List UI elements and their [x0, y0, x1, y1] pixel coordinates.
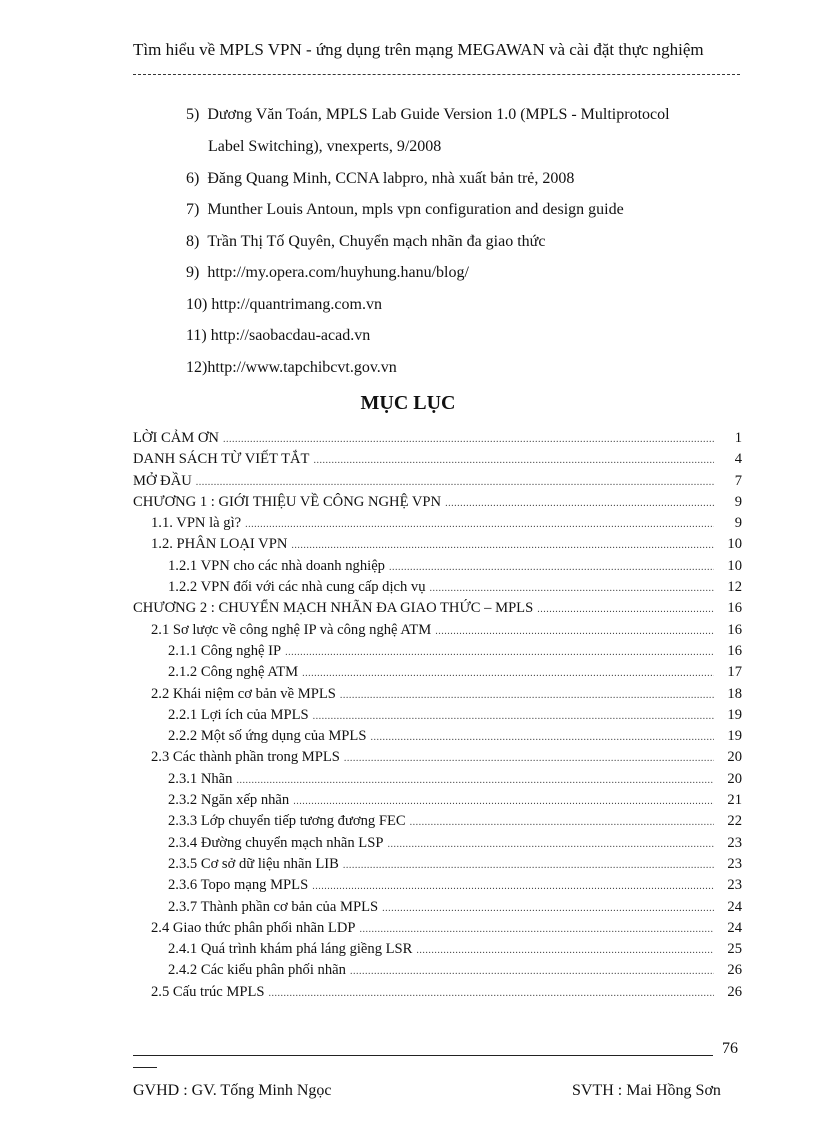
- reference-number: 12): [186, 358, 208, 376]
- toc-entry-title: 2.1.1 Công nghệ IP: [168, 642, 282, 659]
- toc-dot-leader: [245, 515, 714, 532]
- table-of-contents: [133, 430, 742, 1005]
- toc-dot-leader: [340, 686, 714, 703]
- toc-entry-title: CHƯƠNG 1 : GIỚI THIỆU VỀ CÔNG NGHỆ VPN: [133, 493, 442, 510]
- reference-list: [186, 104, 746, 388]
- toc-dot-leader: [285, 643, 714, 660]
- toc-entry-title: 2.3 Các thành phần trong MPLS: [151, 749, 340, 766]
- reference-text: Munther Louis Antoun, mpls vpn configuration and design guide: [207, 201, 624, 218]
- toc-entry-page: 26: [727, 983, 742, 1000]
- reference-number: 5): [186, 106, 200, 123]
- toc-entry-title: 2.3.7 Thành phần cơ bản của MPLS: [168, 898, 379, 915]
- toc-dot-leader: [312, 877, 714, 894]
- toc-entry-page: 20: [727, 749, 742, 766]
- footer-supervisor: GVHD : GV. Tống Minh Ngọc: [133, 1082, 332, 1099]
- toc-dot-leader: [223, 430, 714, 447]
- toc-dot-leader: [293, 792, 714, 809]
- reference-item: [186, 294, 746, 316]
- reference-text: http://saobacdau-acad.vn: [210, 327, 371, 344]
- toc-dot-leader: [387, 835, 714, 852]
- toc-entry[interactable]: [133, 813, 742, 834]
- toc-entry-title: 2.3.5 Cơ sở dữ liệu nhãn LIB: [168, 855, 339, 872]
- reference-text: http://www.tapchibcvt.gov.vn: [207, 358, 397, 376]
- toc-entry-title: 1.2.1 VPN cho các nhà doanh nghiệp: [168, 557, 385, 574]
- reference-number: 10): [186, 295, 208, 313]
- toc-dot-leader: [430, 579, 714, 596]
- toc-entry-title: 2.3.6 Topo mạng MPLS: [168, 877, 309, 894]
- toc-entry-page: 23: [727, 877, 742, 894]
- toc-entry[interactable]: [133, 771, 742, 792]
- toc-entry-title: 2.3.3 Lớp chuyển tiếp tương đương FEC: [168, 813, 406, 830]
- toc-entry-title: 1.2.2 VPN đối với các nhà cung cấp dịch vụ: [168, 579, 426, 596]
- toc-entry-title: 2.3.2 Ngăn xếp nhãn: [168, 792, 290, 809]
- toc-entry-page: 10: [727, 536, 742, 553]
- toc-entry-title: 2.2.1 Lợi ích của MPLS: [168, 706, 309, 723]
- toc-entry[interactable]: [133, 728, 742, 749]
- reference-number: 11): [186, 327, 207, 344]
- toc-entry-page: 16: [727, 642, 742, 659]
- toc-entry-page: 25: [727, 941, 742, 958]
- toc-entry-page: 19: [727, 728, 742, 745]
- toc-entry-page: 10: [727, 557, 742, 574]
- reference-item: [186, 199, 746, 221]
- toc-entry-page: 23: [727, 855, 742, 872]
- toc-entry[interactable]: [133, 899, 742, 920]
- toc-entry-title: LỜI CẢM ƠN: [133, 430, 219, 446]
- toc-entry-title: 2.2.2 Một số ứng dụng của MPLS: [168, 728, 367, 745]
- footer-stub-line: [133, 1067, 157, 1068]
- reference-item: [186, 168, 746, 190]
- toc-entry[interactable]: [133, 984, 742, 1005]
- toc-dot-leader: [360, 920, 715, 937]
- toc-title: MỤC LỤC: [360, 392, 456, 414]
- toc-dot-leader: [313, 451, 714, 468]
- toc-entry[interactable]: [133, 451, 742, 472]
- toc-entry[interactable]: [133, 792, 742, 813]
- toc-entry-title: 2.1.2 Công nghệ ATM: [168, 664, 299, 681]
- toc-entry-page: 26: [727, 962, 742, 979]
- toc-dot-leader: [370, 728, 714, 745]
- toc-entry-title: 1.1. VPN là gì?: [151, 515, 242, 532]
- toc-entry[interactable]: [133, 430, 742, 451]
- toc-entry-page: 23: [727, 834, 742, 851]
- reference-number: 8): [186, 232, 200, 250]
- toc-entry-page: 21: [727, 792, 742, 809]
- toc-entry[interactable]: [133, 579, 742, 600]
- reference-text: http://quantrimang.com.vn: [211, 295, 382, 313]
- toc-entry[interactable]: [133, 856, 742, 877]
- reference-text: http://my.opera.com/huyhung.hanu/blog/: [207, 264, 469, 281]
- toc-entry[interactable]: [133, 962, 742, 983]
- reference-item: [186, 231, 746, 253]
- toc-entry[interactable]: [133, 473, 742, 494]
- toc-dot-leader: [435, 622, 714, 639]
- footer-divider: [133, 1055, 713, 1056]
- reference-item: [186, 262, 746, 284]
- toc-dot-leader: [445, 494, 714, 511]
- reference-text: Trần Thị Tố Quyên, Chuyển mạch nhãn đa giao thức: [207, 232, 546, 250]
- toc-entry-page: 16: [727, 621, 742, 638]
- toc-entry[interactable]: [133, 515, 742, 536]
- toc-entry-title: CHƯƠNG 2 : CHUYỂN MẠCH NHÃN ĐA GIAO THỨC – MPLS: [133, 600, 534, 617]
- toc-dot-leader: [389, 558, 714, 575]
- toc-entry-title: 2.4.2 Các kiểu phân phối nhãn: [168, 962, 346, 979]
- reference-text-continued: Label Switching), vnexperts, 9/2008: [208, 138, 442, 155]
- toc-entry-page: 22: [727, 813, 742, 830]
- page-number: 76: [722, 1040, 738, 1057]
- toc-entry-title: DANH SÁCH TỪ VIẾT TẮT: [133, 451, 310, 468]
- reference-number: 6): [186, 169, 200, 187]
- toc-entry-title: 2.4.1 Quá trình khám phá láng giềng LSR: [168, 941, 413, 958]
- toc-dot-leader: [416, 941, 714, 958]
- toc-dot-leader: [269, 984, 714, 1001]
- reference-text: Đăng Quang Minh, CCNA labpro, nhà xuất bản trẻ, 2008: [207, 169, 575, 187]
- toc-entry[interactable]: [133, 600, 742, 621]
- toc-dot-leader: [291, 536, 714, 553]
- toc-entry-title: 2.2 Khái niệm cơ bản về MPLS: [151, 685, 336, 702]
- toc-entry-page: 19: [727, 706, 742, 723]
- reference-number: 9): [186, 264, 200, 281]
- toc-entry-title: 2.5 Cấu trúc MPLS: [151, 983, 265, 1000]
- toc-entry-page: 9: [734, 493, 742, 510]
- toc-entry[interactable]: [133, 920, 742, 941]
- toc-entry[interactable]: [133, 643, 742, 664]
- toc-entry[interactable]: [133, 622, 742, 643]
- toc-dot-leader: [410, 813, 714, 830]
- toc-dot-leader: [537, 600, 714, 617]
- toc-dot-leader: [350, 962, 714, 979]
- toc-entry-page: 9: [734, 515, 742, 532]
- toc-entry-page: 18: [727, 685, 742, 702]
- toc-dot-leader: [343, 856, 714, 873]
- toc-dot-leader: [236, 771, 714, 788]
- toc-entry-page: 24: [727, 919, 742, 936]
- toc-entry-title: 2.1 Sơ lược về công nghệ IP và công nghệ ATM: [151, 621, 432, 638]
- toc-entry[interactable]: [133, 941, 742, 962]
- toc-entry[interactable]: [133, 558, 742, 579]
- toc-dot-leader: [196, 473, 714, 490]
- toc-entry-title: 2.4 Giao thức phân phối nhãn LDP: [151, 919, 356, 936]
- toc-entry-title: MỞ ĐẦU: [133, 472, 192, 489]
- toc-entry-page: 16: [727, 600, 742, 617]
- reference-item: [186, 325, 746, 347]
- toc-entry[interactable]: [133, 877, 742, 898]
- reference-text: Dương Văn Toán, MPLS Lab Guide Version 1.0 (MPLS - Multiprotocol: [207, 106, 670, 123]
- toc-entry-page: 20: [727, 770, 742, 787]
- toc-entry-title: 2.3.1 Nhãn: [168, 770, 233, 787]
- toc-entry-page: 17: [727, 664, 742, 681]
- toc-entry[interactable]: [133, 664, 742, 685]
- toc-dot-leader: [382, 899, 714, 916]
- toc-entry-page: 1: [734, 430, 742, 446]
- toc-dot-leader: [302, 664, 714, 681]
- toc-entry[interactable]: [133, 686, 742, 707]
- toc-entry-page: 24: [727, 898, 742, 915]
- toc-entry-title: 2.3.4 Đường chuyển mạch nhãn LSP: [168, 834, 384, 851]
- reference-number: 7): [186, 201, 200, 218]
- toc-entry[interactable]: [133, 749, 742, 770]
- footer-student: SVTH : Mai Hồng Sơn: [572, 1082, 721, 1099]
- header-divider: [133, 74, 740, 75]
- toc-entry[interactable]: [133, 835, 742, 856]
- reference-item: [186, 357, 746, 379]
- toc-dot-leader: [344, 749, 714, 766]
- toc-dot-leader: [313, 707, 714, 724]
- toc-entry-page: 7: [734, 472, 742, 489]
- toc-entry-page: 12: [727, 579, 742, 596]
- reference-item: [186, 104, 746, 158]
- toc-entry-page: 4: [734, 451, 742, 468]
- toc-entry[interactable]: [133, 707, 742, 728]
- toc-entry-title: 1.2. PHÂN LOẠI VPN: [151, 536, 288, 553]
- toc-entry[interactable]: [133, 536, 742, 557]
- toc-entry[interactable]: [133, 494, 742, 515]
- header-title: Tìm hiểu về MPLS VPN - ứng dụng trên mạng MEGAWAN và cài đặt thực nghiệm: [133, 40, 704, 59]
